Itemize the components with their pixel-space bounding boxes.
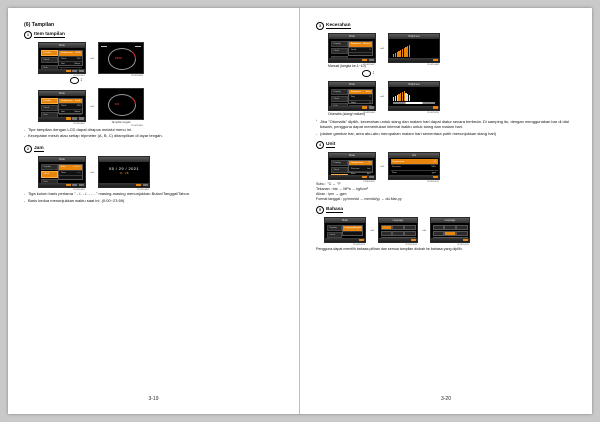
subsection-display-item (24, 31, 283, 39)
clock-date: 05 / 29 / 2021 (108, 166, 140, 172)
panel-row[interactable] (349, 48, 372, 54)
panel-row-value: English (354, 227, 362, 230)
panel-row-value: Metric (74, 63, 81, 66)
softkey-bar (99, 183, 149, 187)
softkey[interactable] (79, 184, 84, 187)
mode-screen (328, 33, 376, 63)
figure-code: 21082DM14 (405, 244, 417, 247)
item-title-4: Unit (326, 141, 336, 147)
softkey-bar (389, 106, 439, 110)
item-number-3: 3 (316, 22, 324, 30)
screen-title-bar: Mode (39, 43, 85, 48)
softkey[interactable] (72, 184, 77, 187)
menu-item[interactable]: Language (327, 240, 342, 243)
panel-row[interactable] (59, 171, 82, 177)
subsection-language (316, 206, 576, 214)
softkey[interactable] (369, 106, 374, 109)
figure-code: 21082DM03 (131, 75, 143, 78)
menu-list[interactable] (41, 50, 58, 69)
menu-item[interactable]: Clock (41, 171, 58, 177)
arrow-right-icon: → (379, 92, 385, 99)
language-row[interactable] (433, 225, 468, 230)
softkey-bar (325, 238, 365, 242)
cluster-fig (98, 88, 144, 127)
figure-code: 21082DM13 (353, 244, 365, 247)
panel-row-label: Unit (60, 110, 65, 113)
panel-row[interactable] (343, 226, 362, 232)
brightness-bargraph[interactable] (393, 45, 435, 57)
settings-panel (348, 160, 373, 173)
panel-row-label: Flow (392, 171, 397, 174)
menu-item[interactable]: Clock (41, 57, 58, 63)
screen-title-bar: Mode (329, 82, 375, 87)
softkey-bar (379, 238, 417, 242)
settings-panel (58, 164, 83, 180)
softkey[interactable] (72, 70, 77, 73)
menu-item[interactable]: Display (41, 164, 58, 170)
softkey-bar (39, 69, 85, 73)
screen-body (39, 48, 85, 68)
language-cell[interactable] (381, 225, 392, 230)
figure-code: 21082DM01 (73, 75, 85, 78)
menu-item[interactable]: Display (331, 41, 348, 47)
menu-item[interactable]: Display (327, 225, 342, 231)
language-cell[interactable] (404, 225, 415, 230)
menu-item[interactable]: Unit (41, 112, 58, 118)
unit-screen (388, 152, 440, 180)
screen-fig (38, 42, 86, 78)
menu-item[interactable]: Clock (41, 105, 58, 111)
figure-code: 21082DM10 (427, 111, 439, 114)
arrow-right-icon: → (369, 227, 375, 234)
item-number-5: 5 (316, 206, 324, 214)
panel-row-value: Manual (363, 43, 371, 46)
screen-title-bar: Unit (389, 153, 439, 158)
section-title: (6) Tampilan (24, 22, 55, 28)
screen-title-bar: Mode (39, 157, 85, 162)
screen-body (329, 39, 375, 58)
unit-note-2: Tekanan : bar ↔ MPa ↔ kgf/cm² (316, 186, 369, 191)
panel-row-value: 12H (76, 57, 81, 60)
language-cell[interactable] (444, 231, 455, 236)
menu-list[interactable] (331, 89, 348, 104)
arrow-right-icon: → (89, 102, 95, 109)
softkey[interactable] (362, 106, 367, 109)
rpm-readout: 2150 (115, 56, 122, 60)
day-night-bars (389, 87, 439, 105)
softkey[interactable] (79, 117, 84, 120)
arrow-down-icon: ↕ (372, 69, 375, 76)
mode-screen (38, 90, 86, 122)
panel-row-value: MPa (431, 166, 436, 169)
menu-item[interactable]: Unit (41, 65, 58, 71)
softkey-bar (39, 183, 85, 187)
mode-screen (328, 152, 376, 180)
item-number-1: 1 (24, 31, 32, 39)
notes-clock (24, 191, 283, 204)
arrow-right-icon: → (89, 169, 95, 176)
language-grid-fig (378, 217, 418, 247)
panel-row-label: Language (344, 227, 355, 230)
arrow-right-icon: → (379, 45, 385, 51)
panel-row-label: Clock (60, 105, 67, 108)
screen-body (325, 223, 365, 244)
panel-row-label: Date (60, 166, 66, 169)
oval-button-icon[interactable] (362, 70, 371, 77)
panel-row-value: Trip A (74, 99, 81, 102)
panel-row-value: Metric (74, 110, 81, 113)
label-manual: Manual (langka ke-1~10) (328, 64, 366, 68)
mode-screen (324, 217, 366, 243)
screen-title-bar: Mode (39, 91, 85, 96)
softkey-bar (329, 175, 375, 179)
panel-row-value: 5 (369, 48, 371, 51)
figure-caption: Tampilan tengah (111, 120, 131, 124)
softkey[interactable] (66, 184, 71, 187)
item-number-2: 2 (24, 145, 32, 153)
language-grid-fig (430, 217, 470, 247)
screen-body (329, 158, 375, 175)
language-row[interactable] (433, 231, 468, 236)
brightness-screen (388, 81, 440, 111)
language-cell[interactable] (404, 231, 415, 236)
figure-code: 21082DM11 (363, 181, 375, 184)
panel-row-label: Brightness (350, 43, 362, 46)
panel-row-value: RPM (75, 52, 81, 55)
item-title-5: Bahasa (326, 206, 344, 212)
softkey[interactable] (362, 59, 367, 62)
menu-list[interactable] (327, 225, 342, 244)
panel-row-label: Unit (60, 63, 65, 66)
figure-row-display-1 (38, 42, 283, 78)
panel-row-value: 5 (369, 96, 371, 99)
softkey[interactable] (433, 59, 438, 62)
language-row[interactable] (381, 231, 416, 236)
figure-code: 21082DM02 (73, 122, 85, 125)
softkey-bar (389, 175, 439, 179)
panel-row-label: Temperature (392, 160, 405, 163)
panel-row-label: Pressure (350, 167, 360, 170)
softkey[interactable] (362, 176, 367, 179)
panel-row-label: Display item (60, 99, 73, 102)
settings-panel (58, 50, 83, 66)
menu-item[interactable]: Unit (41, 179, 58, 185)
menu-item[interactable]: Clock (331, 167, 348, 173)
softkey-bar (329, 58, 375, 62)
instrument-cluster (98, 88, 144, 120)
panel-row-value: --/--/---- (73, 166, 81, 169)
screen-fig (388, 152, 440, 184)
menu-list[interactable] (331, 160, 348, 173)
screen-title-bar: Brightness (389, 34, 439, 39)
menu-item[interactable]: Display (331, 160, 348, 166)
panel-row-value: gpm (431, 171, 436, 174)
panel-row-label: Display item (60, 52, 73, 55)
screen-body (39, 96, 85, 116)
brightness-auto-fig (388, 81, 440, 114)
settings-panel (58, 98, 83, 114)
screen-fig (324, 217, 366, 247)
softkey-bar (389, 58, 439, 62)
screen-title-bar: Mode (325, 218, 365, 223)
menu-item[interactable]: Display (41, 50, 58, 56)
menu-item[interactable]: Display (41, 98, 58, 104)
softkey-bar (431, 238, 469, 242)
figure-code: 21082DM12 (427, 181, 439, 184)
clock-time: 11 : 28 (119, 171, 129, 176)
panel-row-value: bar (367, 167, 371, 170)
day-night-bargraph[interactable] (393, 91, 435, 101)
unit-note-4: Format tanggal : yy/mm/dd ↔ mm/dd/yy ↔ dd-Mar-yy (316, 196, 402, 201)
notes-brightness (316, 119, 576, 137)
tick (135, 46, 141, 47)
softkey[interactable] (433, 106, 438, 109)
panel-row-value: 12H (76, 105, 81, 108)
language-row[interactable] (381, 225, 416, 230)
settings-panel (348, 41, 373, 56)
screen-fig (328, 152, 376, 184)
item-title-3: Kecerahan (326, 22, 351, 28)
softkey-bar (329, 106, 375, 110)
figure-code: 21082DM05 (73, 189, 85, 192)
panel-row-label: Night (350, 101, 356, 104)
note: - Tiga kolom baris pertama " - /- - /- - - - " masing-masing menunjukkan Bulan/Tanggal/Tahun. (24, 191, 283, 197)
panel-row-label: Pressure (392, 166, 401, 169)
screen-body (39, 162, 85, 182)
figure-row-clock (38, 156, 283, 192)
panel-row-label: Clock (60, 57, 67, 60)
language-cell[interactable] (381, 231, 392, 236)
softkey-bar (39, 117, 85, 121)
menu-item[interactable]: Clock (327, 232, 342, 238)
panel-row-value: 3 (369, 101, 371, 104)
softkey[interactable] (66, 70, 71, 73)
panel-row-label: Time (60, 171, 66, 174)
brightness-bar-row (389, 39, 439, 57)
brightness-screen (388, 33, 440, 63)
menu-item[interactable]: Clock (331, 96, 348, 102)
language-cell[interactable] (444, 225, 455, 230)
panel-row-value: °C (368, 162, 371, 165)
settings-panel (342, 225, 363, 236)
subsection-clock (24, 145, 283, 153)
subsection-brightness (316, 22, 576, 30)
screen-fig (38, 156, 86, 192)
language-cell[interactable] (456, 225, 467, 230)
note: - Kecepatan mesin atau setiap tripmeter (A, B, C) ditampilkan di layar tengah. (24, 133, 283, 139)
panel-row-value: °C (433, 160, 436, 163)
page-number-left: 3-19 (148, 396, 159, 402)
subsection-unit (316, 141, 576, 149)
screen-fig (38, 90, 86, 125)
figure-code: 21082DM15 (457, 244, 469, 247)
page-number-right: 3-20 (440, 396, 451, 402)
menu-list[interactable] (41, 164, 58, 183)
softkey[interactable] (359, 239, 364, 242)
toggle-control-brightness[interactable] (362, 70, 375, 77)
language-cell[interactable] (456, 231, 467, 236)
note: ▪ Jika "Otomatis" dipilih, kecerahan untuk siang dan malam hari dapat diatur secara berbeda. Di samping itu, dengan menggunakan bar di dial bawah, pengguna dapat menentukan interval waktu untuk siang dan malam hari. (316, 119, 576, 131)
figure-code: 21082DM06 (137, 189, 149, 192)
language-cell[interactable] (392, 225, 403, 230)
panel-row-value: --:-- (76, 171, 81, 174)
figure-code: 21082DM09 (363, 111, 375, 114)
softkey[interactable] (463, 239, 468, 242)
tick (101, 46, 107, 47)
settings-panel (348, 89, 373, 104)
softkey[interactable] (72, 117, 77, 120)
language-screen (378, 217, 418, 243)
screen-body (329, 87, 375, 106)
language-cell[interactable] (392, 231, 403, 236)
softkey[interactable] (411, 239, 416, 242)
panel-row-label: Temperature (350, 162, 364, 165)
note: - Tipe tampilan dengan LCD dapat dirapus melalui menu ini. (24, 127, 283, 133)
note: - (dalam gambar bar, area abu-abu merupakan malam hari sementara putih menunjukkan siang hari) (316, 131, 576, 137)
unit-note-1: Suhu : °C ↔ °F (316, 181, 341, 186)
page-spread (8, 8, 592, 414)
left-page (8, 8, 300, 414)
language-screen (430, 217, 470, 243)
mode-screen (38, 42, 86, 74)
screen-title-bar: Language (379, 218, 417, 223)
toggle-control[interactable] (70, 77, 83, 84)
menu-item[interactable]: Clock (331, 48, 348, 54)
unit-note-3: Aliran : lpm ↔ gpm (316, 191, 347, 196)
item-number-4: 4 (316, 141, 324, 149)
panel-row-label: Brightness (350, 90, 362, 93)
arrow-right-icon: → (379, 162, 385, 169)
softkey[interactable] (433, 176, 438, 179)
time-interval-bar[interactable] (393, 102, 435, 104)
right-page (300, 8, 592, 414)
item-title-1: Item tampilan (34, 31, 65, 37)
softkey[interactable] (136, 184, 141, 187)
menu-item[interactable]: Display (331, 89, 348, 95)
arrow-right-icon: → (89, 55, 95, 61)
arrow-down-icon: ↕ (80, 76, 83, 83)
language-note: Pengguna dapat memilih bahasa pilihan dan semua tampilan diubah ke bahasa yang dipilih. (316, 247, 463, 252)
softkey[interactable] (79, 70, 84, 73)
panel-row-value: Auto (366, 90, 371, 93)
figure-code: 21082DM07 (363, 64, 375, 67)
softkey[interactable] (66, 117, 71, 120)
screen-title-bar: Mode (329, 153, 375, 158)
brightness-level-fig (388, 33, 440, 67)
panel-row-label: Level (350, 48, 357, 51)
figure-row-language (324, 217, 576, 247)
clock-fig (98, 156, 150, 192)
clock-screen (98, 156, 150, 188)
mode-screen (38, 156, 86, 188)
screen-title-bar: Brightness (389, 82, 439, 87)
language-cell[interactable] (433, 231, 444, 236)
menu-list[interactable] (331, 41, 348, 56)
menu-list[interactable] (41, 98, 58, 117)
label-auto: Otomatis (siang/ malam) (328, 111, 365, 116)
trip-readout: 0.0 (115, 101, 120, 106)
screen-title-bar: Language (431, 218, 469, 223)
screen-title-bar: Mode (329, 34, 375, 39)
cluster-fig (98, 42, 144, 78)
panel-row-label: Day (350, 96, 355, 99)
note: - Baris kedua menunjukkan waktu saat ini. (0:00~23:59) (24, 198, 283, 204)
softkey[interactable] (369, 59, 374, 62)
figure-code: 21082DM08 (427, 64, 439, 67)
mode-screen (328, 81, 376, 111)
softkey[interactable] (369, 176, 374, 179)
arrow-right-icon: → (421, 227, 427, 234)
figure-row-unit (328, 152, 576, 184)
item-title-2: Jam (34, 145, 44, 151)
oval-button-icon[interactable] (70, 77, 79, 84)
language-cell[interactable] (433, 225, 444, 230)
figure-code: 21082DM04 (131, 124, 143, 127)
softkey[interactable] (143, 184, 148, 187)
figure-row-display-2 (38, 88, 283, 127)
instrument-cluster (98, 42, 144, 74)
